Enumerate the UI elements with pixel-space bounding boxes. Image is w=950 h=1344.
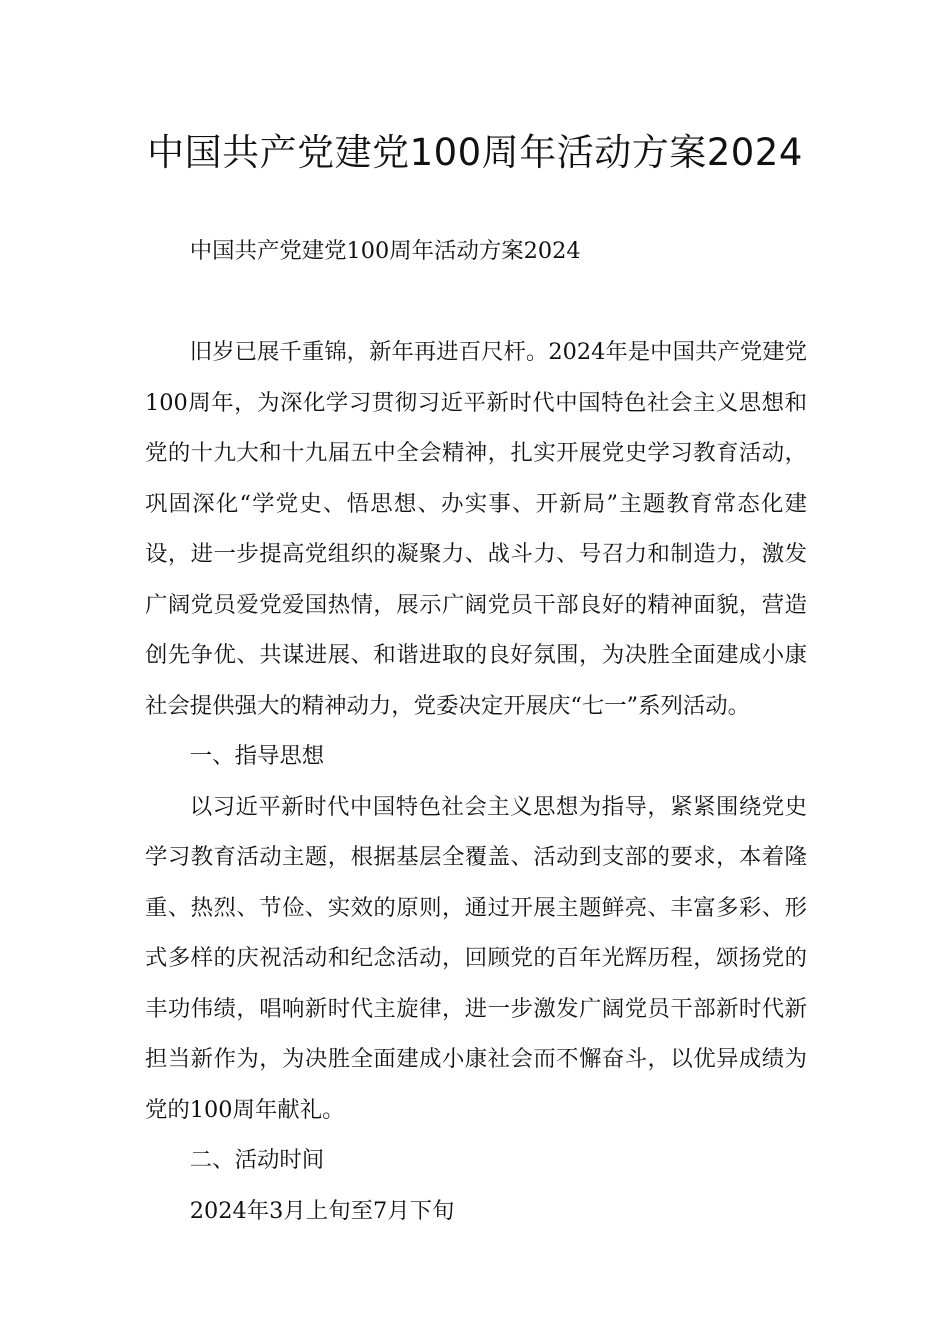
section-heading-activity-time: 二、活动时间 (189, 1147, 325, 1173)
document-title: 中国共产党建党100周年活动方案2024 (147, 131, 803, 174)
activity-time-paragraph: 2024年3月上旬至7月下旬 (189, 1197, 455, 1224)
guiding-ideology-paragraph: 以习近平新时代中国特色社会主义思想为指导，紧紧围绕党史学习教育活动主题，根据基层全覆盖、活动到支部的要求，本着隆重、热烈、节俭、实效的原则，通过开展主题鲜亮、丰富多彩、形式多样的庆祝活动和纪念活动，回顾党的百年光辉历程，颂扬党的丰功伟绩，唱响新时代主旋律，进一步激发广阔党员干部新时代新担当新作为，为决胜全面建成小康社会而不懈奋斗，以优异成绩为党的100周年献礼。 (145, 793, 807, 1123)
blank-line (145, 277, 807, 328)
intro-paragraph: 旧岁已展千重锦，新年再进百尺杆。2024年是中国共产党建党100周年，为深化学习贯彻习近平新时代中国特色社会主义思想和党的十九大和十九届五中全会精神，扎实开展党史学习教育活动，巩固深化“学党史、悟思想、办实事、开新局”主题教育常态化建设，进一步提高党组织的凝聚力、战斗力、号召力和制造力，激发广阔党员爱党爱国热情，展示广阔党员干部良好的精神面貌，营造创先争优、共谋进展、和谐进取的良好氛围，为决胜全面建成小康社会提供强大的精神动力，党委决定开展庆“七一”系列活动。 (145, 339, 807, 719)
section-heading-guiding-ideology: 一、指导思想 (189, 743, 325, 769)
document-body (145, 226, 807, 1236)
document-subtitle: 中国共产党建党100周年活动方案2024 (189, 238, 581, 264)
